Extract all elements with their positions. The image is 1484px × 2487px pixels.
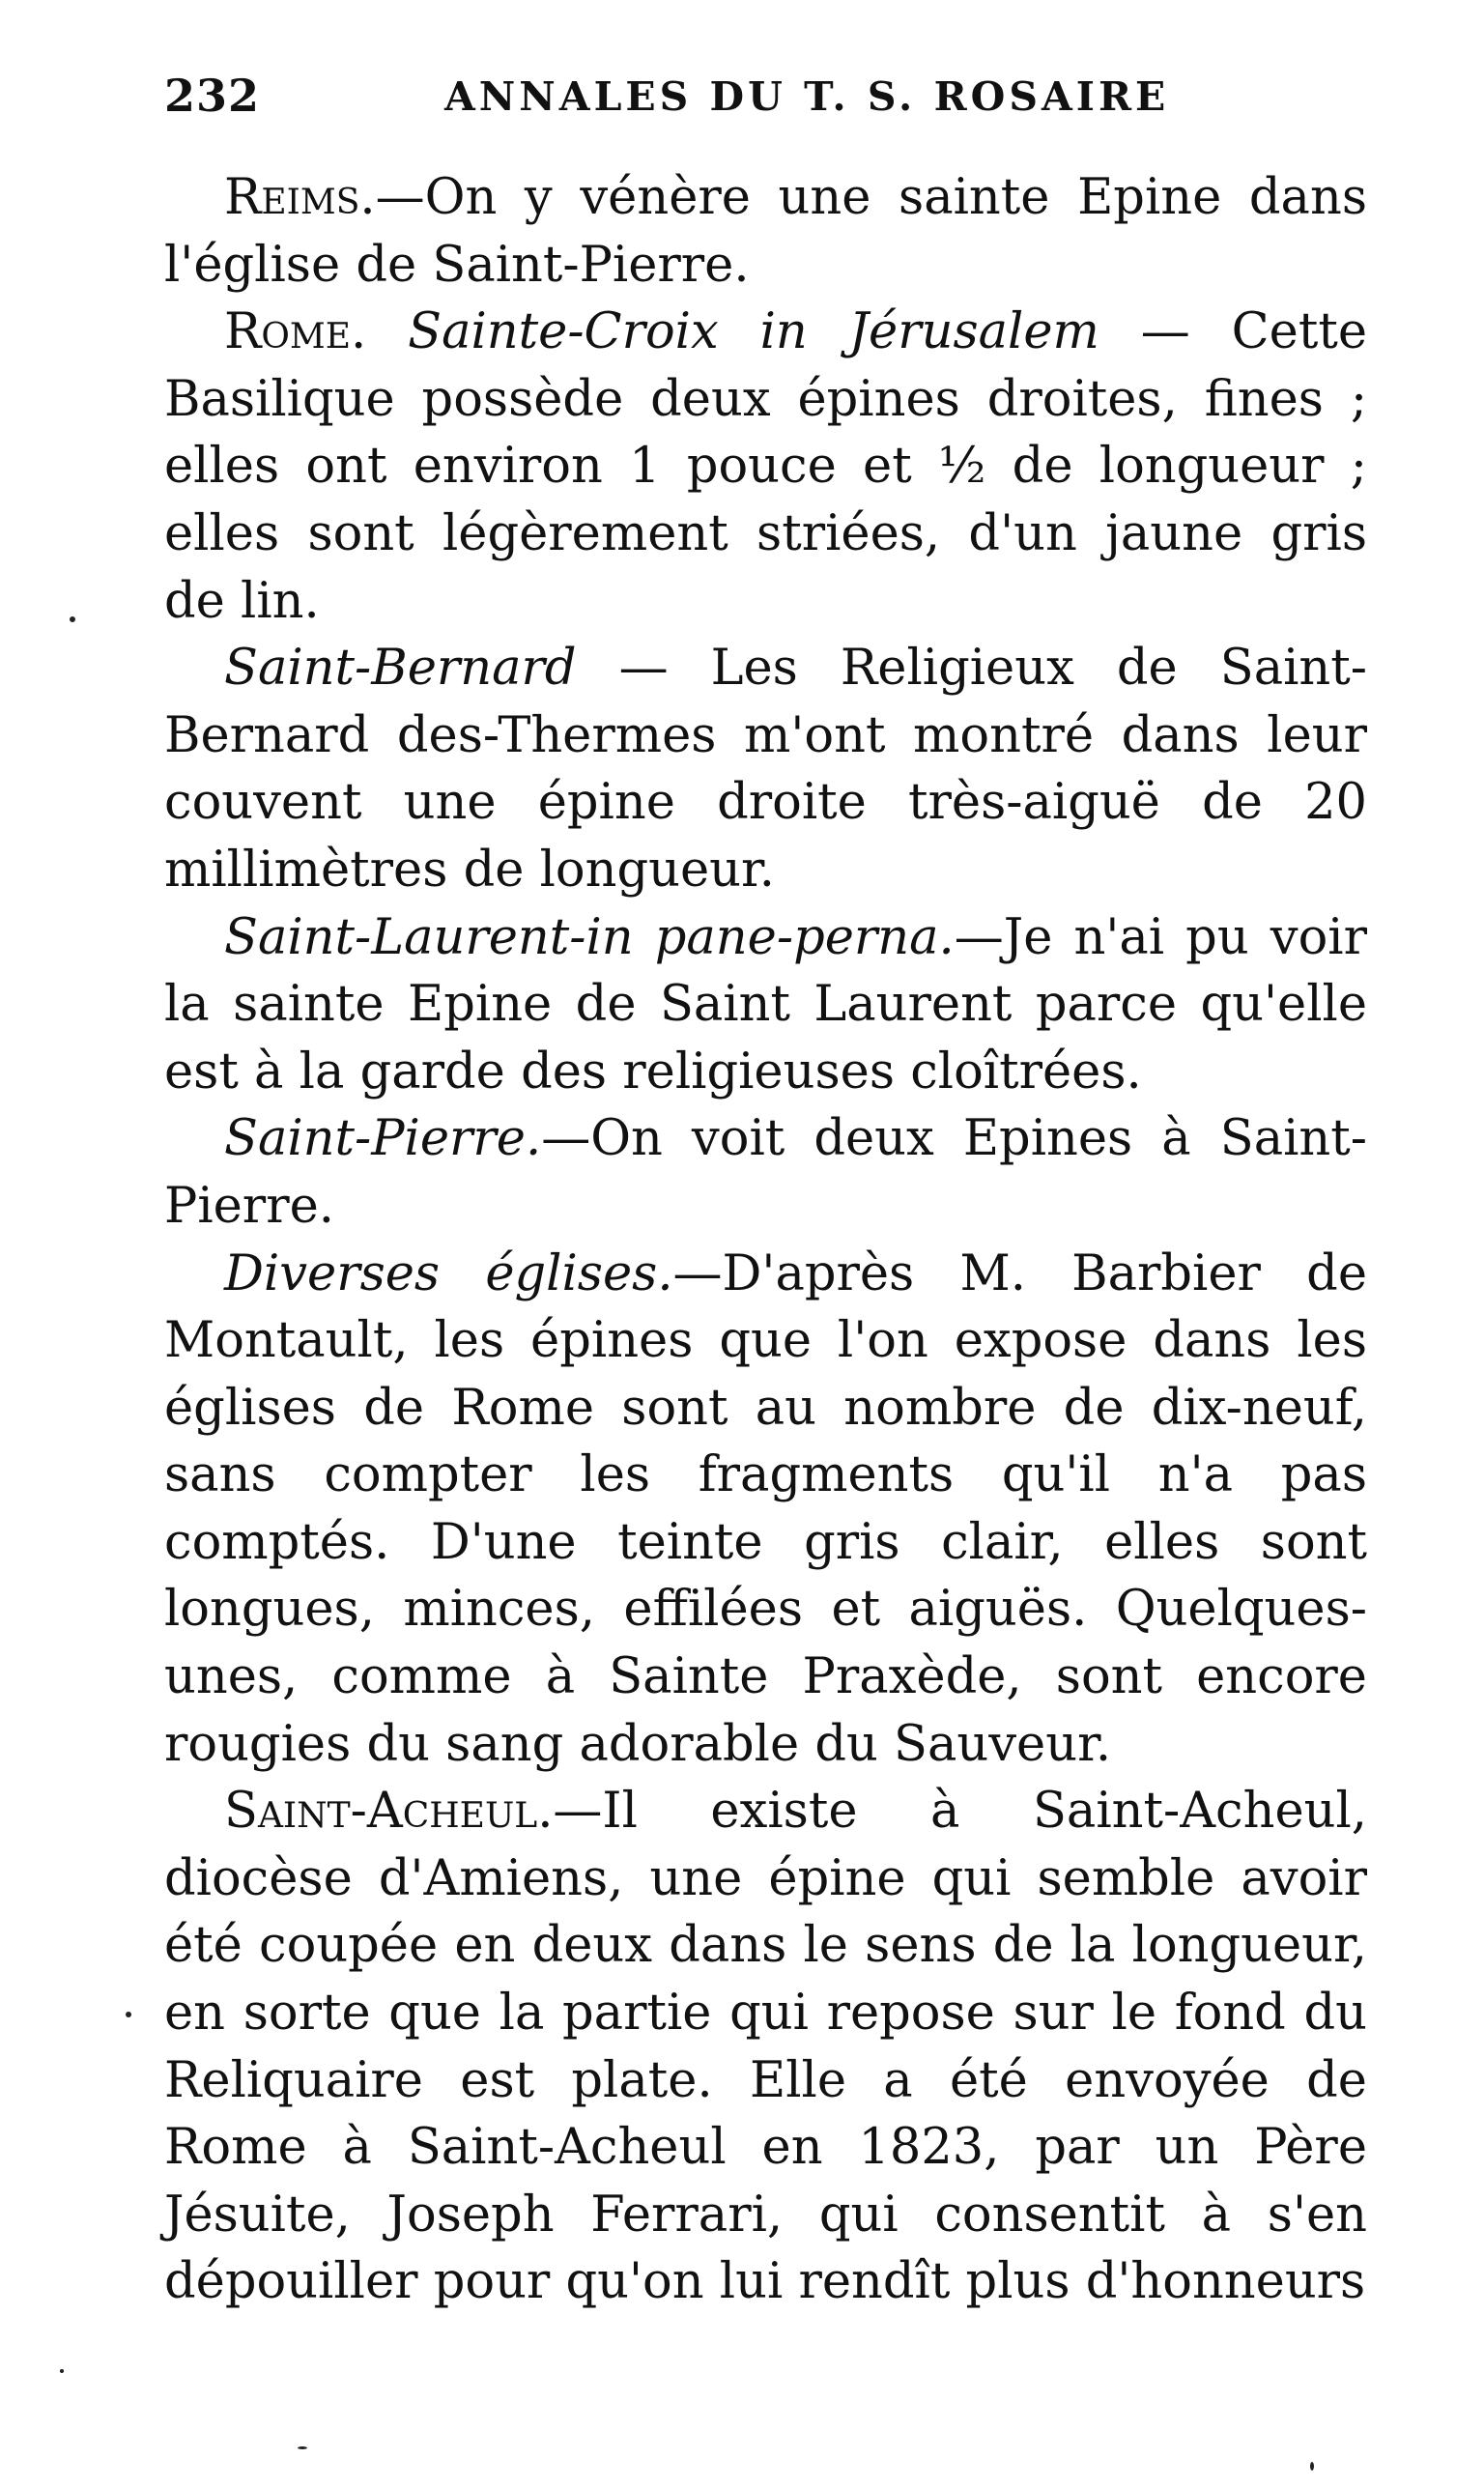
scan-speck <box>70 616 75 622</box>
church-name: Saint-Pierre. <box>224 1110 542 1168</box>
page-number: 232 <box>164 70 261 122</box>
paragraph-diverses-eglises <box>164 1241 1367 1779</box>
place-heading: Reims. <box>224 169 376 226</box>
scan-speck <box>298 2446 307 2449</box>
paragraph-text: —On voit deux Epines à Saint-Pierre. <box>164 1110 1367 1235</box>
paragraph-rome <box>164 299 1367 635</box>
paragraph-text: —On y vénère une sainte Epine dans l'église de Saint-Pierre. <box>164 169 1367 294</box>
place-heading: Rome. <box>224 303 367 361</box>
paragraph-text: —Je n'ai pu voir la sainte Epine de Saint Laurent parce qu'elle est à la garde des religieuses cloîtrées. <box>164 908 1368 1101</box>
book-page <box>164 60 1367 2316</box>
scan-speck <box>126 2012 131 2017</box>
scan-speck <box>1310 2462 1314 2471</box>
paragraph-saint-bernard <box>164 635 1367 903</box>
paragraph-text: — Cette Basilique possède deux épines droites, fines ; elles ont environ 1 pouce et ½ de longueur ; elles sont légèrement striées, d'un jaune gris de lin. <box>164 303 1368 630</box>
paragraph-reims <box>164 164 1367 299</box>
paragraph-text: — Les Religieux de Saint-Bernard des-Thermes m'ont montré dans leur couvent une épine droite très-aiguë de 20 millimètres de longueur. <box>164 640 1367 899</box>
church-name: Diverses églises. <box>224 1244 673 1302</box>
church-name: Sainte-Croix in Jérusalem <box>408 303 1099 361</box>
paragraph-text: —D'après M. Barbier de Montault, les épines que l'on expose dans les églises de Rome sont au nombre de dix-neuf, sans compter les fragments qu'il n'a pas comptés. D'une teinte gris clair, elles sont longues, minces, effilées et aiguës. Quelques-unes, comme à Sainte Praxède, sont encore rougies du sang adorable du Sauveur. <box>164 1244 1367 1773</box>
running-title: ANNALES DU T. S. ROSAIRE <box>444 73 1170 120</box>
body-text <box>164 164 1367 2316</box>
paragraph-saint-laurent <box>164 904 1367 1106</box>
place-heading: Saint-Acheul. <box>224 1783 554 1841</box>
paragraph-saint-pierre <box>164 1105 1367 1240</box>
page-header <box>164 60 1367 135</box>
paragraph-saint-acheul <box>164 1778 1367 2316</box>
church-name: Saint-Bernard <box>224 640 577 698</box>
scan-speck <box>60 2369 64 2373</box>
paragraph-text: —Il existe à Saint-Acheul, diocèse d'Amiens, une épine qui semble avoir été coupée en deux dans le sens de la longueur, en sorte que la partie qui repose sur le fond du Reliquaire est plate. Elle a été envoyée de Rome à Saint-Acheul en 1823, par un Père Jésuite, Joseph Ferrari, qui consentit à s'en dépouiller pour qu'on lui rendît plus d'honneurs <box>164 1783 1367 2311</box>
church-name: Saint-Laurent-in pane-perna. <box>224 908 955 966</box>
